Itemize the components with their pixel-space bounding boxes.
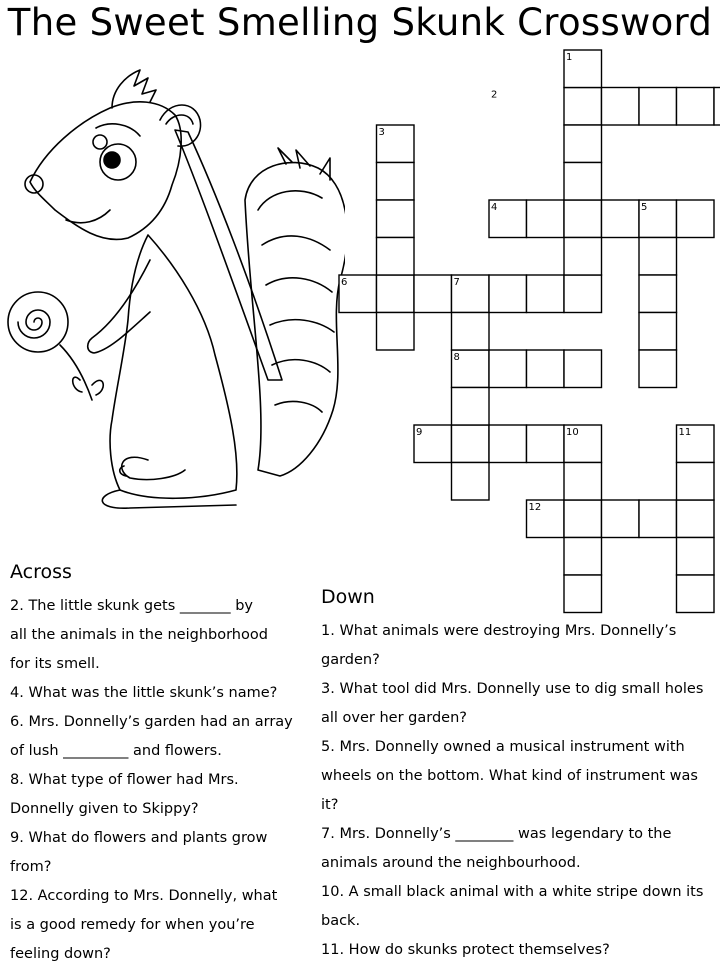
across-clue-line: 9. What do flowers and plants grow [10, 830, 268, 846]
down-clue-line: 10. A small black animal with a white stripe down its [321, 884, 704, 900]
across-clue-line: from? [10, 859, 52, 875]
down-clue-line: 5. Mrs. Donnelly owned a musical instrument with [321, 739, 685, 755]
crossword-cell[interactable] [639, 313, 677, 351]
crossword-cells [339, 50, 720, 613]
crossword-cell[interactable] [377, 313, 415, 351]
crossword-number: 1 [566, 52, 573, 63]
crossword-cell[interactable] [564, 125, 602, 163]
across-clue-line: for its smell. [10, 656, 100, 672]
across-clue-line: 8. What type of flower had Mrs. [10, 772, 239, 788]
down-clue-line: animals around the neighbourhood. [321, 855, 581, 871]
across-clue-line: feeling down? [10, 946, 111, 962]
crossword-cell[interactable] [564, 500, 602, 538]
crossword-number: 12 [528, 502, 542, 513]
down-clue-line: back. [321, 913, 361, 929]
crossword-cell[interactable] [677, 500, 715, 538]
crossword-cell[interactable] [564, 350, 602, 388]
crossword-cell[interactable] [452, 313, 490, 351]
page-title: The Sweet Smelling Skunk Crossword [7, 1, 713, 44]
crossword-cell[interactable] [527, 425, 565, 463]
crossword-cell[interactable] [564, 163, 602, 201]
crossword-cell[interactable] [414, 275, 452, 313]
crossword-cell[interactable] [602, 200, 640, 238]
crossword-cell[interactable] [564, 238, 602, 276]
down-clue-line: it? [321, 797, 339, 813]
crossword-cell[interactable] [564, 463, 602, 501]
across-clue-line: 2. The little skunk gets _______ by [10, 598, 254, 614]
across-clue-line: is a good remedy for when you’re [10, 917, 255, 933]
down-clue-line: 11. How do skunks protect themselves? [321, 942, 610, 958]
crossword-cell[interactable] [527, 350, 565, 388]
crossword-cell[interactable] [377, 275, 415, 313]
crossword-number: 5 [641, 202, 648, 213]
crossword-number: 4 [491, 202, 498, 213]
crossword-cell[interactable] [677, 200, 715, 238]
down-clue-line: 7. Mrs. Donnelly’s ________ was legendary to the [321, 826, 672, 842]
across-clue-line: Donnelly given to Skippy? [10, 801, 199, 817]
across-heading: Across [10, 561, 72, 583]
crossword-cell[interactable] [527, 275, 565, 313]
across-clue-line: all the animals in the neighborhood [10, 627, 268, 643]
crossword-number: 2 [491, 89, 498, 101]
crossword-cell[interactable] [377, 238, 415, 276]
crossword-cell[interactable] [639, 238, 677, 276]
crossword-cell[interactable] [639, 275, 677, 313]
down-heading: Down [321, 586, 375, 608]
crossword-cell[interactable] [377, 163, 415, 201]
across-clue-line: 6. Mrs. Donnelly’s garden had an array [10, 714, 293, 730]
crossword-cell[interactable] [564, 88, 602, 126]
crossword-number: 6 [341, 277, 348, 288]
down-clues [321, 585, 713, 965]
crossword-number: 10 [566, 427, 579, 438]
crossword-number: 3 [378, 127, 385, 138]
crossword-number: 9 [416, 427, 423, 438]
crossword-number: 11 [678, 427, 692, 438]
crossword-cell[interactable] [639, 350, 677, 388]
crossword-cell[interactable] [677, 463, 715, 501]
down-clue-line: 1. What animals were destroying Mrs. Donnelly’s [321, 623, 677, 639]
down-clue-line: wheels on the bottom. What kind of instrument was [321, 768, 698, 784]
down-clue-line: all over her garden? [321, 710, 467, 726]
crossword-cell[interactable] [452, 463, 490, 501]
crossword-cell[interactable] [489, 350, 527, 388]
crossword-cell[interactable] [602, 500, 640, 538]
crossword-cell[interactable] [714, 88, 720, 126]
crossword-cell[interactable] [489, 425, 527, 463]
crossword-cell[interactable] [677, 538, 715, 576]
down-clue-line: 3. What tool did Mrs. Donnelly use to dig small holes [321, 681, 704, 697]
crossword-cell[interactable] [452, 425, 490, 463]
crossword-cell[interactable] [639, 500, 677, 538]
crossword-number: 7 [453, 277, 460, 288]
across-clue-line: 4. What was the little skunk’s name? [10, 685, 278, 701]
across-clue-line: of lush _________ and flowers. [10, 743, 222, 759]
crossword-number: 8 [453, 352, 460, 363]
across-clues [10, 560, 300, 969]
across-clue-line: 12. According to Mrs. Donnelly, what [10, 888, 278, 904]
crossword-cell[interactable] [527, 200, 565, 238]
crossword-cell[interactable] [564, 200, 602, 238]
crossword-cell[interactable] [564, 538, 602, 576]
crossword-cell[interactable] [677, 88, 715, 126]
crossword-cell[interactable] [452, 388, 490, 426]
crossword-cell[interactable] [377, 200, 415, 238]
crossword-cell[interactable] [564, 275, 602, 313]
crossword-cell[interactable] [639, 88, 677, 126]
down-clue-line: garden? [321, 652, 380, 668]
crossword-cell[interactable] [602, 88, 640, 126]
crossword-cell[interactable] [489, 275, 527, 313]
